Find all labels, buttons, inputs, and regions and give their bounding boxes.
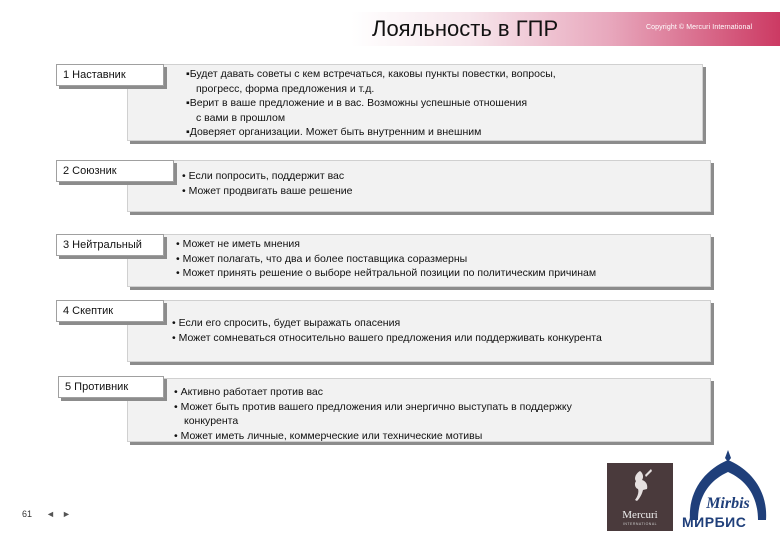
row-2-label: 2 Союзник <box>56 160 174 182</box>
mirbis-script: Mirbis <box>706 495 750 512</box>
mirbis-wordmark: МИРБИС <box>682 514 747 530</box>
row-1-label: 1 Наставник <box>56 64 164 86</box>
row-3-line-1: • Может не иметь мнения <box>176 238 300 250</box>
row-2-line-1: • Если попросить, поддержит вас <box>182 170 345 182</box>
page-number: 61 <box>22 509 33 519</box>
row-3-content <box>176 237 716 281</box>
mercuri-subtitle: INTERNATIONAL <box>622 522 658 526</box>
row-1-line-4: с вами в прошлом <box>196 111 286 124</box>
row-1-line-1: ▪Будет давать советы с кем встречаться, каковы пункты повестки, вопросы, <box>186 68 556 80</box>
row-5-line-2: • Может быть против вашего предложения или энергично выступать в поддержку <box>174 400 572 413</box>
row-3-line-2: • Может полагать, что два и более поставщика соразмерны <box>176 252 468 265</box>
copyright-text: Copyright © Mercuri International <box>646 24 753 31</box>
row-5-line-4: • Может иметь личные, коммерческие или технические мотивы <box>174 429 483 442</box>
row-2-line-2: • Может продвигать ваше решение <box>182 184 353 197</box>
row-5-label: 5 Противник <box>58 376 164 398</box>
row-1-line-3: ▪Верит в ваше предложение и в вас. Возможны успешные отношения <box>186 97 528 109</box>
row-3-label: 3 Нейтральный <box>56 234 164 256</box>
row-4-content <box>172 316 708 345</box>
row-1-content <box>186 67 696 140</box>
row-4-line-2: • Может сомневаться относительно вашего предложения или поддерживать конкурента <box>172 331 602 344</box>
row-4-label: 4 Скептик <box>56 300 164 322</box>
next-slide-icon[interactable]: ► <box>62 509 71 519</box>
prev-slide-icon[interactable]: ◄ <box>46 509 55 519</box>
row-5-line-3: конкурента <box>184 415 239 427</box>
mercuri-wordmark: Mercuri <box>622 509 658 521</box>
row-5-line-1: • Активно работает против вас <box>174 386 324 398</box>
row-4-line-1: • Если его спросить, будет выражать опасения <box>172 317 401 329</box>
row-3-line-3: • Может принять решение о выборе нейтральной позиции по политическим причинам <box>176 267 597 279</box>
row-5-content <box>174 385 708 443</box>
row-2-content <box>182 169 702 198</box>
row-1-line-5: ▪Доверяет организации. Может быть внутренним и внешним <box>186 126 482 138</box>
mercuri-figure-icon <box>607 463 673 509</box>
row-1-line-2: прогресс, форма предложения и т.д. <box>196 82 375 95</box>
mercuri-logo <box>607 463 673 531</box>
page-title: Лояльность в ГПР <box>372 16 559 41</box>
